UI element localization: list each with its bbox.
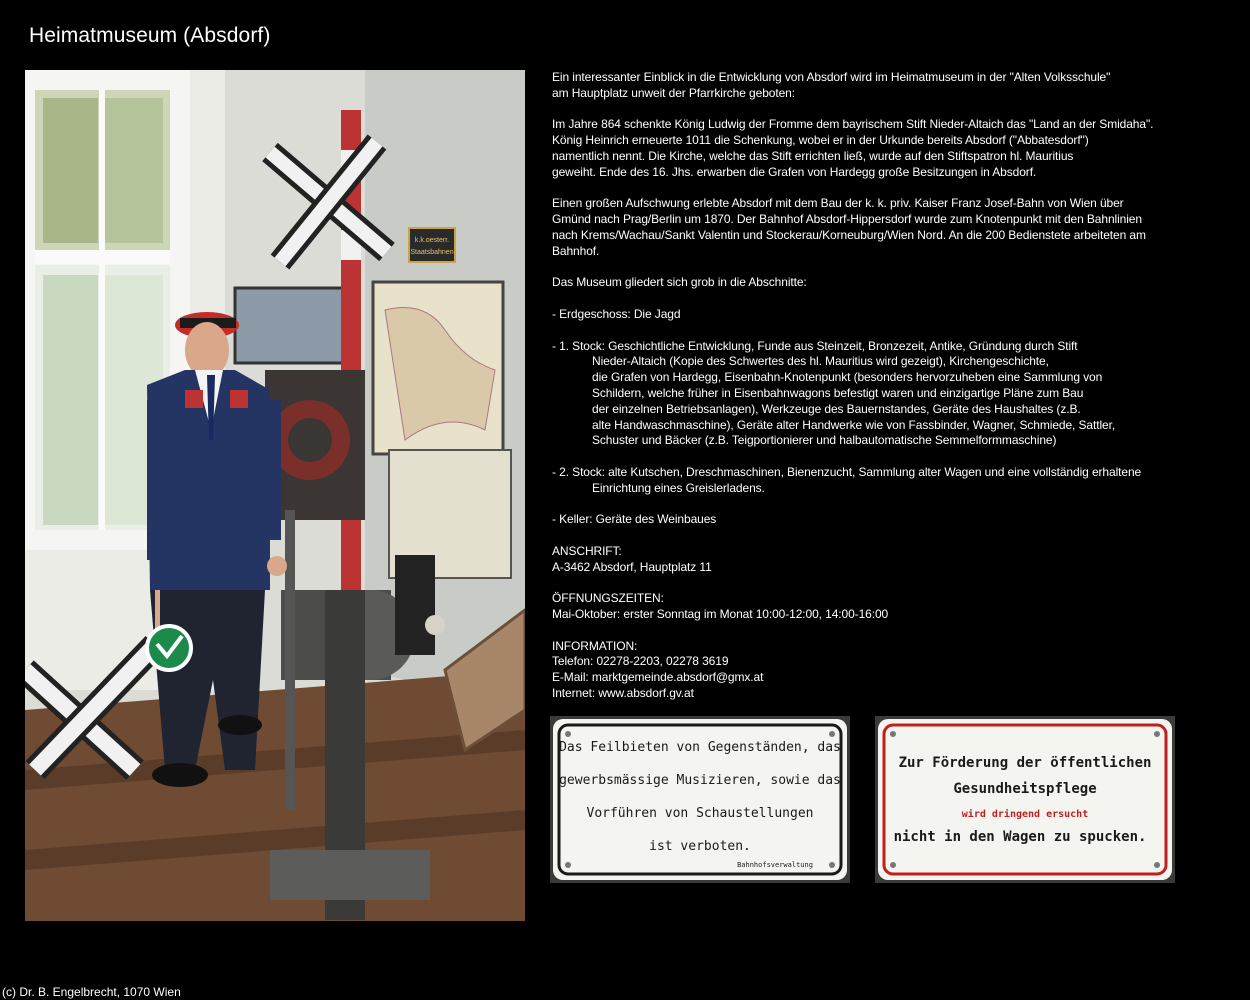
hours-value: Mai-Oktober: erster Sonntag im Monat 10:00-12:00, 14:00-16:00	[552, 607, 889, 622]
description-text	[552, 70, 1192, 718]
sign1-line4: ist verboten.	[649, 839, 751, 854]
enamel-sign-spitting	[875, 716, 1175, 883]
text-line: der einzelnen Betriebsanlagen), Werkzeuge des Bauernstandes, Geräte des Haushaltes (z.B.	[592, 401, 1081, 416]
sections-intro: Das Museum gliedert sich grob in die Abschnitte:	[552, 275, 807, 290]
sign1-line1: Das Feilbieten von Gegenständen, das	[559, 740, 841, 755]
sign1-line2: gewerbsmässige Musizieren, sowie das	[559, 773, 841, 788]
hours-block	[552, 591, 1192, 623]
sign2-line3: wird dringend ersucht	[961, 809, 1089, 820]
info-label: INFORMATION:	[552, 638, 638, 653]
section-ground-floor: - Erdgeschoss: Die Jagd	[552, 306, 681, 321]
sign2-line2: Gesundheitspflege	[953, 781, 1097, 797]
info-block	[552, 639, 1192, 702]
section-cellar: - Keller: Geräte des Weinbaues	[552, 512, 717, 527]
text-line: Einrichtung eines Greislerladens.	[592, 480, 765, 495]
address-block	[552, 544, 1192, 576]
phone: Telefon: 02278-2203, 02278 3619	[552, 654, 729, 669]
email: E-Mail: marktgemeinde.absdorf@gmx.at	[552, 670, 764, 685]
copyright-footer: (c) Dr. B. Engelbrecht, 1070 Wien	[2, 985, 181, 999]
text-line: Bahnhof.	[552, 243, 600, 258]
museum-photo	[25, 70, 525, 921]
address-value: A-3462 Absdorf, Hauptplatz 11	[552, 559, 712, 574]
text-line: Nieder-Altaich (Kopie des Schwertes des hl. Mauritius wird gezeigt), Kirchengeschichte,	[592, 354, 1049, 369]
text-line: die Grafen von Hardegg, Eisenbahn-Knotenpunkt (besonders hervorzuheben eine Sammlung von	[592, 370, 1103, 385]
text-line: Ein interessanter Einblick in die Entwicklung von Absdorf wird im Heimatmuseum in der "Alten Volksschule"	[552, 70, 1111, 84]
website: Internet: www.absdorf.gv.at	[552, 686, 694, 701]
text-line: geweiht. Ende des 16. Jhs. erwarben die Grafen von Hardegg große Besitzungen in Absdorf.	[552, 164, 1037, 179]
enamel-sign-prohibition	[550, 716, 850, 883]
text-line: namentlich nennt. Die Kirche, welche das Stift errichten ließ, wurde auf den Stiftspatron hl. Mauritius	[552, 148, 1074, 163]
sign1-line3: Vorführen von Schaustellungen	[586, 806, 814, 821]
plaque-text-1: k.k.oesterr.	[414, 237, 450, 244]
plaque-text-2: Staatsbahnen	[410, 249, 454, 256]
railway-paragraph	[552, 196, 1192, 259]
text-line: Einen großen Aufschwung erlebte Absdorf mit dem Bau der k. k. priv. Kaiser Franz Josef-Bahn von Wien über	[552, 196, 1124, 211]
hours-label: ÖFFNUNGSZEITEN:	[552, 591, 664, 606]
history-paragraph	[552, 117, 1192, 180]
section-second-floor	[552, 465, 1192, 497]
sign2-line1: Zur Förderung der öffentlichen	[898, 755, 1152, 771]
text-line: König Heinrich erneuerte 1011 die Schenkung, wobei er in der Urkunde bereits Absdorf ("Abbatesdorf")	[552, 133, 1089, 148]
address-label: ANSCHRIFT:	[552, 543, 622, 558]
sign2-line4: nicht in den Wagen zu spucken.	[893, 829, 1147, 845]
text-line: nach Krems/Wachau/Sankt Valentin und Stockerau/Korneuburg/Wien Nord. An die 200 Bedienstete arbeiteten am	[552, 227, 1146, 242]
section-first-floor	[552, 339, 1192, 450]
page-title: Heimatmuseum (Absdorf)	[29, 24, 271, 47]
sign1-signature: Bahnhofsverwaltung	[737, 861, 813, 869]
text-line: alte Handwaschmaschine), Geräte alter Handwerke wie von Fassbinder, Wagner, Schmiede, Sattler,	[592, 417, 1116, 432]
text-line: Gmünd nach Prag/Berlin um 1870. Der Bahnhof Absdorf-Hippersdorf wurde zum Knotenpunkt mit den Bahnlinien	[552, 212, 1142, 227]
intro-paragraph	[552, 70, 1192, 102]
text-line: - 1. Stock: Geschichtliche Entwicklung, Funde aus Steinzeit, Bronzezeit, Antike, Gründung durch Stift	[552, 338, 1078, 353]
text-line: Im Jahre 864 schenkte König Ludwig der Fromme dem bayrischem Stift Nieder-Altaich das "Land an der Smidaha".	[552, 117, 1154, 132]
text-line: - 2. Stock: alte Kutschen, Dreschmaschinen, Bienenzucht, Sammlung alter Wagen und eine vollständig erhaltene	[552, 464, 1142, 479]
text-line: Schuster und Bäcker (z.B. Teigportionierer und halbautomatische Semmelformmaschine)	[592, 433, 1057, 448]
text-line: Schildern, welche früher in Eisenbahnwagons befestigt waren und einzigartige Pläne zum Bau	[592, 385, 1084, 400]
text-line: am Hauptplatz unweit der Pfarrkirche geboten:	[552, 85, 795, 100]
